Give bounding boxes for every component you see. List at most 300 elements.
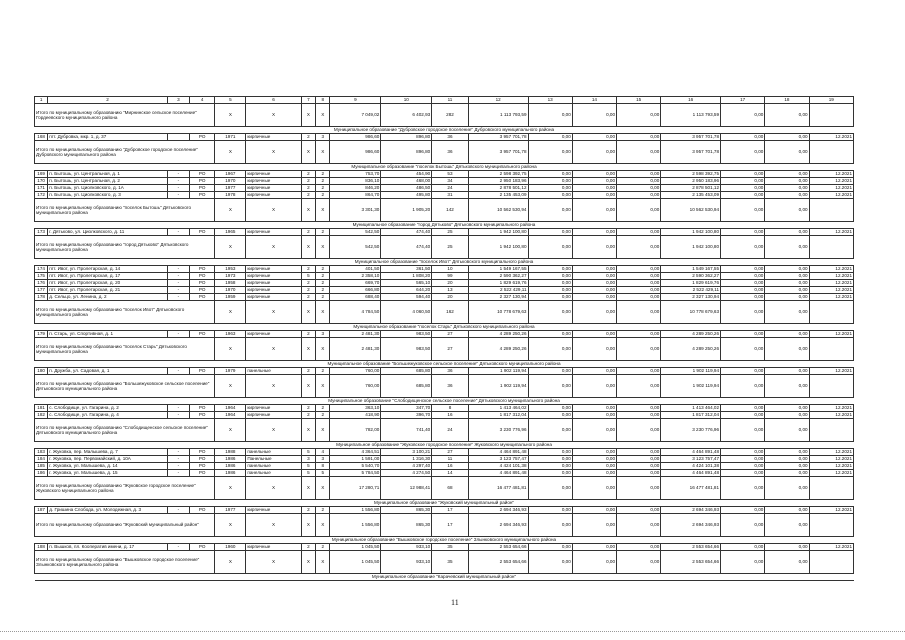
table-cell: 12.2021 — [809, 134, 853, 141]
table-cell: 3 — [316, 134, 330, 141]
subtotal-cell: X — [301, 514, 315, 537]
table-cell: 0,00 — [765, 287, 809, 294]
table-cell: 1 591,00 — [330, 456, 381, 463]
table-cell: 0,00 — [765, 178, 809, 185]
table-row — [35, 449, 854, 456]
table-cell: 542,50 — [330, 229, 381, 236]
table-row — [35, 544, 854, 551]
table-cell: 864,70 — [330, 192, 381, 199]
subtotal-cell: 0,00 — [572, 141, 616, 164]
table-cell: 0,00 — [528, 405, 572, 412]
table-row — [35, 192, 854, 199]
table-cell: 0,00 — [572, 449, 616, 456]
table-cell: - — [167, 287, 189, 294]
subtotal-cell: 0,00 — [721, 551, 765, 574]
subtotal-cell: 0,00 — [617, 477, 661, 500]
table-cell: панельные — [246, 449, 301, 456]
table-cell: 0,00 — [721, 405, 765, 412]
table-cell: 0,00 — [528, 134, 572, 141]
table-cell: 0,00 — [721, 331, 765, 338]
subtotal-cell: 0,00 — [617, 236, 661, 259]
table-cell: пгт. Ивот, ул. Пролетарская, д. 17 — [48, 273, 168, 280]
table-cell: пгт. Дубровка, мкр. 1, д. 37 — [48, 134, 168, 141]
column-number: 11 — [432, 97, 469, 104]
subtotal-cell: 0,00 — [721, 199, 765, 222]
table-cell: 2 — [301, 287, 315, 294]
table-cell: 2 — [316, 294, 330, 301]
section-title: Муниципальное образование "поселок Бытошь" Дятьковского муниципального района — [35, 164, 854, 171]
subtotal-cell: 2 694 346,93 — [468, 514, 528, 537]
table-cell: 0,00 — [765, 507, 809, 514]
table-cell: 0,00 — [765, 229, 809, 236]
subtotal-label: Итого по муниципальному образованию "Мирнинское сельское поселение" Гордеевского муниципального района — [35, 104, 215, 127]
table-cell: РО — [189, 273, 214, 280]
table-cell: 2 — [301, 134, 315, 141]
table-cell: 1 829 619,76 — [468, 280, 528, 287]
table-cell: 99 — [432, 273, 469, 280]
table-cell: 1963 — [215, 331, 246, 338]
subtotal-cell: 4 289 250,26 — [661, 338, 721, 361]
table-cell: 16 — [432, 463, 469, 470]
subtotal-cell: 685,80 — [381, 375, 432, 398]
table-cell: 3 100,21 — [381, 449, 432, 456]
subtotal-cell: 0,00 — [528, 104, 572, 127]
subtotal-cell: X — [301, 104, 315, 127]
table-cell: 0,00 — [572, 134, 616, 141]
table-cell: 2 — [316, 507, 330, 514]
table-cell: 177 — [35, 287, 48, 294]
table-cell: 3 — [301, 456, 315, 463]
table-cell: 0,00 — [721, 456, 765, 463]
table-cell: 0,00 — [617, 273, 661, 280]
table-cell: 4 424 101,38 — [661, 463, 721, 470]
table-cell: 2 — [316, 171, 330, 178]
subtotal-row — [35, 301, 854, 324]
table-row — [35, 507, 854, 514]
subtotal-cell: 896,80 — [381, 141, 432, 164]
table-cell: 0,00 — [572, 287, 616, 294]
table-cell: п. Бытошь, ул. Циолковского, д. 1А — [48, 185, 168, 192]
subtotal-cell: 24 — [432, 419, 469, 442]
table-cell: 0,00 — [617, 412, 661, 419]
table-cell: РО — [189, 470, 214, 477]
section-header-row — [35, 398, 854, 405]
subtotal-cell: 0,00 — [528, 236, 572, 259]
table-cell: 0,00 — [721, 134, 765, 141]
subtotal-cell: X — [215, 551, 246, 574]
table-cell: - — [167, 192, 189, 199]
subtotal-cell: 0,00 — [765, 514, 809, 537]
table-cell: 0,00 — [572, 405, 616, 412]
subtotal-cell: 282 — [432, 104, 469, 127]
table-cell: 0,00 — [765, 294, 809, 301]
table-cell: РО — [189, 544, 214, 551]
table-cell: 12.2021 — [809, 178, 853, 185]
table-cell: панельные — [246, 470, 301, 477]
table-cell: 2 522 429,11 — [661, 287, 721, 294]
table-cell: 1 817 312,04 — [468, 412, 528, 419]
table-cell: 4 464 891,48 — [468, 470, 528, 477]
table-cell: РО — [189, 449, 214, 456]
table-cell: 0,00 — [617, 134, 661, 141]
table-cell: 0,00 — [528, 412, 572, 419]
table-cell: 0,00 — [721, 192, 765, 199]
table-cell: 896,80 — [381, 134, 432, 141]
column-number: 6 — [246, 97, 301, 104]
table-cell: 12.2021 — [809, 171, 853, 178]
table-cell: 3 — [316, 331, 330, 338]
table-cell: п. Бытошь, ул. Центральная, д. 2 — [48, 178, 168, 185]
table-cell: 0,00 — [721, 171, 765, 178]
subtotal-cell: 0,00 — [721, 477, 765, 500]
table-cell: 0,00 — [572, 171, 616, 178]
table-cell: 12.2021 — [809, 331, 853, 338]
subtotal-cell: 0,00 — [765, 551, 809, 574]
table-cell: 0,00 — [765, 273, 809, 280]
table-cell: 180 — [35, 368, 48, 375]
table-cell: 468,00 — [381, 178, 432, 185]
table-cell: 0,00 — [617, 185, 661, 192]
table-row — [35, 405, 854, 412]
subtotal-cell: X — [246, 514, 301, 537]
table-cell: пгт. Ивот, ул. Пролетарская, д. 20 — [48, 280, 168, 287]
table-cell: 418,90 — [330, 412, 381, 419]
table-cell: - — [167, 280, 189, 287]
subtotal-cell: 3 230 776,96 — [468, 419, 528, 442]
subtotal-cell: 0,00 — [721, 514, 765, 537]
table-cell: 1965 — [215, 229, 246, 236]
table-cell: 0,00 — [765, 449, 809, 456]
subtotal-cell: 0,00 — [721, 338, 765, 361]
table-cell: 0,00 — [572, 331, 616, 338]
table-cell: 2 — [316, 280, 330, 287]
table-cell: 0,00 — [572, 266, 616, 273]
subtotal-cell: 0,00 — [528, 338, 572, 361]
table-cell: - — [167, 456, 189, 463]
table-cell: панельные — [246, 463, 301, 470]
table-cell: 12.2021 — [809, 412, 853, 419]
subtotal-cell: X — [316, 104, 330, 127]
table-cell: 2 — [301, 368, 315, 375]
table-row — [35, 470, 854, 477]
subtotal-label: Итого по муниципальному образованию "город Дятьково" Дятьковского муниципального района — [35, 236, 215, 259]
subtotal-cell: 0,00 — [721, 419, 765, 442]
table-cell: 4 464 891,48 — [661, 449, 721, 456]
table-cell: 2 — [316, 273, 330, 280]
subtotal-cell: 10 778 679,63 — [661, 301, 721, 324]
subtotal-cell: 27 — [432, 338, 469, 361]
table-cell: 170 — [35, 178, 48, 185]
table-cell: 0,00 — [528, 368, 572, 375]
subtotal-cell: X — [301, 477, 315, 500]
table-cell: 2 327 130,94 — [661, 294, 721, 301]
table-cell: кирпичные — [246, 507, 301, 514]
table-cell: - — [167, 368, 189, 375]
section-title: Муниципальное образование "поселок Ивот" Дятьковского муниципального района — [35, 259, 854, 266]
column-number: 12 — [468, 97, 528, 104]
table-cell: 5 — [301, 449, 315, 456]
table-cell: 396,70 — [381, 412, 432, 419]
table-cell: 1 556,80 — [330, 507, 381, 514]
section-header-row — [35, 500, 854, 507]
subtotal-cell — [809, 199, 853, 222]
table-cell: 20 — [432, 280, 469, 287]
table-cell: 4 464 891,48 — [661, 470, 721, 477]
table-cell: РО — [189, 463, 214, 470]
subtotal-cell — [809, 104, 853, 127]
subtotal-cell: X — [215, 514, 246, 537]
table-cell: 1 942 100,80 — [661, 229, 721, 236]
subtotal-cell: 6 402,93 — [381, 104, 432, 127]
table-cell: 17 — [432, 507, 469, 514]
table-cell: 34 — [432, 178, 469, 185]
table-cell: 2 — [316, 405, 330, 412]
table-cell: 0,00 — [572, 368, 616, 375]
subtotal-cell — [809, 236, 853, 259]
table-cell: 0,00 — [572, 544, 616, 551]
table-cell: 175 — [35, 273, 48, 280]
section-header-row — [35, 574, 854, 581]
table-cell: 2 950 183,96 — [468, 178, 528, 185]
subtotal-label: Итого по муниципальному образованию "Дубровское городское поселение" Дубровского муниципального района — [35, 141, 215, 164]
table-cell: 1970 — [215, 287, 246, 294]
table-cell: 2 — [301, 412, 315, 419]
subtotal-cell: 542,50 — [330, 236, 381, 259]
table-cell: кирпичные — [246, 229, 301, 236]
subtotal-cell: 474,40 — [381, 236, 432, 259]
table-cell: 0,00 — [721, 229, 765, 236]
table-cell: 1 316,30 — [381, 456, 432, 463]
table-cell: 0,00 — [617, 287, 661, 294]
table-cell: 0,00 — [572, 192, 616, 199]
subtotal-cell: X — [301, 375, 315, 398]
table-cell: - — [167, 507, 189, 514]
subtotal-cell: X — [246, 236, 301, 259]
table-cell: 0,00 — [721, 280, 765, 287]
subtotal-cell: X — [246, 301, 301, 324]
table-cell: 168 — [35, 134, 48, 141]
subtotal-cell: 1 113 793,59 — [468, 104, 528, 127]
subtotal-cell: 0,00 — [572, 199, 616, 222]
subtotal-cell: 933,10 — [381, 551, 432, 574]
table-cell: п. Вышков, пл. Кооператив имени, д. 17 — [48, 544, 168, 551]
table-cell: 0,00 — [617, 456, 661, 463]
section-title: Муниципальное образование "Дубровское городское поселение" Дубровского муниципального района — [35, 127, 854, 134]
table-row — [35, 178, 854, 185]
subtotal-cell — [809, 514, 853, 537]
table-cell: 983,50 — [381, 331, 432, 338]
subtotal-cell: X — [215, 141, 246, 164]
section-header-row — [35, 164, 854, 171]
table-cell: 2 — [301, 185, 315, 192]
subtotal-label: Итого по муниципальному образованию "поселок Бытошь" Дятьковского муниципального района — [35, 199, 215, 222]
table-cell: 2 — [316, 178, 330, 185]
table-cell: кирпичные — [246, 412, 301, 419]
table-cell: 644,20 — [381, 287, 432, 294]
table-cell: 0,00 — [617, 507, 661, 514]
subtotal-cell: 0,00 — [721, 104, 765, 127]
table-cell: 12.2021 — [809, 192, 853, 199]
table-cell: - — [167, 229, 189, 236]
table-cell: 495,80 — [381, 192, 432, 199]
table-cell: 0,00 — [721, 294, 765, 301]
table-row — [35, 456, 854, 463]
table-cell: 0,00 — [721, 273, 765, 280]
table-cell: 0,00 — [765, 280, 809, 287]
table-cell: 12.2021 — [809, 463, 853, 470]
table-row — [35, 185, 854, 192]
table-cell: 0,00 — [617, 178, 661, 185]
table-cell: 2 — [301, 229, 315, 236]
subtotal-cell: 0,00 — [617, 551, 661, 574]
subtotal-cell: X — [316, 375, 330, 398]
table-cell: 0,00 — [617, 266, 661, 273]
subtotal-label: Итого по муниципальному образованию "Слободищенское сельское поселение" Дятьковского муниципального района — [35, 419, 215, 442]
table-cell: 0,00 — [572, 456, 616, 463]
subtotal-cell: 1 556,80 — [330, 514, 381, 537]
table-cell: 1 549 167,55 — [468, 266, 528, 273]
table-cell: 3 957 701,78 — [661, 134, 721, 141]
table-cell: - — [167, 185, 189, 192]
table-cell: 2 950 183,96 — [661, 178, 721, 185]
table-cell: 0,00 — [617, 463, 661, 470]
table-cell: кирпичные — [246, 134, 301, 141]
table-cell: г. Жуковка, пер. Первомайский, д. 10А — [48, 456, 168, 463]
table-cell: 16 — [432, 412, 469, 419]
column-number: 9 — [330, 97, 381, 104]
subtotal-cell — [809, 419, 853, 442]
table-cell: 3 123 757,47 — [468, 456, 528, 463]
table-cell: 0,00 — [721, 368, 765, 375]
subtotal-cell: 0,00 — [572, 375, 616, 398]
table-cell: 12.2021 — [809, 280, 853, 287]
subtotal-cell: 25 — [432, 236, 469, 259]
table-cell: п. Дружба, ул. Садовая, д. 1 — [48, 368, 168, 375]
table-cell: 178 — [35, 294, 48, 301]
table-cell: 1986 — [215, 470, 246, 477]
table-cell: РО — [189, 280, 214, 287]
column-number: 3 — [167, 97, 189, 104]
table-cell: 4 424 101,38 — [468, 463, 528, 470]
subtotal-cell — [809, 338, 853, 361]
table-cell: 0,00 — [572, 507, 616, 514]
table-cell: п. Бытошь, ул. Центральная, д. 1 — [48, 171, 168, 178]
column-number: 16 — [661, 97, 721, 104]
scan-edge-line — [0, 631, 905, 633]
subtotal-cell: 0,00 — [572, 514, 616, 537]
table-cell: 2 — [316, 412, 330, 419]
table-cell: 35 — [432, 544, 469, 551]
table-cell: 666,80 — [330, 287, 381, 294]
table-row — [35, 294, 854, 301]
subtotal-cell: X — [316, 338, 330, 361]
column-number: 4 — [189, 97, 214, 104]
table-cell: 1 817 312,04 — [661, 412, 721, 419]
table-cell: 0,00 — [617, 294, 661, 301]
subtotal-cell — [809, 141, 853, 164]
table-cell: 1977 — [215, 185, 246, 192]
table-cell: 4 289 250,26 — [468, 331, 528, 338]
table-cell: 25 — [432, 229, 469, 236]
subtotal-cell: 2 481,30 — [330, 338, 381, 361]
subtotal-row — [35, 338, 854, 361]
table-cell: 1 902 119,94 — [661, 368, 721, 375]
table-cell: 0,00 — [528, 229, 572, 236]
subtotal-cell: 0,00 — [617, 338, 661, 361]
table-cell: 5 — [301, 470, 315, 477]
table-cell: 0,00 — [572, 185, 616, 192]
table-cell: 2 590 362,27 — [661, 273, 721, 280]
subtotal-cell: X — [316, 301, 330, 324]
table-cell: 0,00 — [617, 470, 661, 477]
subtotal-cell: X — [246, 419, 301, 442]
table-cell: г. Жуковка, ул. Малышева, д. 15 — [48, 470, 168, 477]
subtotal-cell: 35 — [432, 551, 469, 574]
subtotal-row — [35, 477, 854, 500]
subtotal-cell: X — [301, 236, 315, 259]
table-cell: 2 481,30 — [330, 331, 381, 338]
table-cell: 753,70 — [330, 171, 381, 178]
table-cell: 0,00 — [528, 185, 572, 192]
subtotal-cell: 2 694 346,93 — [661, 514, 721, 537]
subtotal-cell: 0,00 — [617, 199, 661, 222]
table-cell: - — [167, 171, 189, 178]
table-cell: 12.2021 — [809, 405, 853, 412]
table-cell: 0,00 — [765, 368, 809, 375]
subtotal-cell: 0,00 — [765, 338, 809, 361]
table-cell: 176 — [35, 280, 48, 287]
table-cell: 594,40 — [381, 294, 432, 301]
subtotal-row — [35, 375, 854, 398]
table-cell: 0,00 — [765, 134, 809, 141]
subtotal-cell: 0,00 — [572, 338, 616, 361]
table-cell: 1971 — [215, 134, 246, 141]
subtotal-cell: X — [301, 551, 315, 574]
subtotal-cell: X — [316, 419, 330, 442]
subtotal-cell: 0,00 — [765, 301, 809, 324]
table-cell: 0,00 — [765, 412, 809, 419]
table-cell: 401,50 — [330, 266, 381, 273]
table-cell: 4 — [316, 449, 330, 456]
subtotal-cell: X — [246, 338, 301, 361]
table-cell: 0,00 — [765, 456, 809, 463]
table-cell: кирпичные — [246, 192, 301, 199]
table-cell: 12.2021 — [809, 470, 853, 477]
table-cell: 36 — [432, 368, 469, 375]
subtotal-cell: 162 — [432, 301, 469, 324]
table-cell: РО — [189, 456, 214, 463]
subtotal-cell: X — [215, 375, 246, 398]
column-number: 15 — [617, 97, 661, 104]
table-cell: 5 — [301, 463, 315, 470]
table-cell: 1988 — [215, 449, 246, 456]
subtotal-cell: X — [316, 141, 330, 164]
table-cell: - — [167, 463, 189, 470]
table-cell: РО — [189, 266, 214, 273]
table-cell: 1967 — [215, 171, 246, 178]
section-title: Муниципальное образование "поселок Старь" Дятьковского муниципального района — [35, 324, 854, 331]
subtotal-cell: 10 778 679,63 — [468, 301, 528, 324]
table-cell: 36 — [432, 134, 469, 141]
table-cell: 13 — [432, 287, 469, 294]
section-header-row — [35, 442, 854, 449]
table-row — [35, 229, 854, 236]
table-cell: 184 — [35, 456, 48, 463]
table-cell: кирпичные — [246, 405, 301, 412]
table-cell: РО — [189, 229, 214, 236]
subtotal-cell: 3 230 776,96 — [661, 419, 721, 442]
table-cell: - — [167, 266, 189, 273]
